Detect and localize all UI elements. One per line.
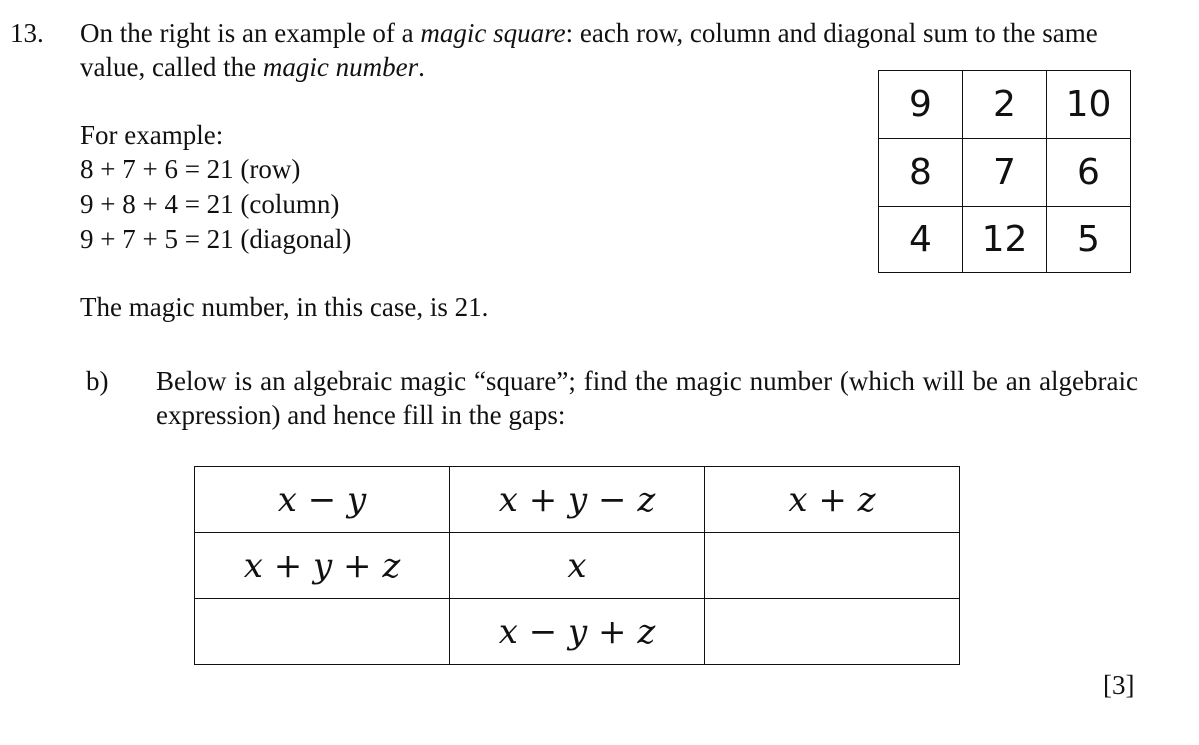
question-intro: On the right is an example of a magic square: each row, column and diagonal sum to the same value, called the magic number. [80, 18, 1098, 82]
answer-blank-cell[interactable] [705, 599, 960, 665]
example-magic-square [878, 70, 1131, 273]
example-diagonal-sum: 9 + 7 + 5 = 21 (diagonal) [80, 224, 352, 254]
term-magic-square: magic square [420, 18, 566, 48]
example-heading: For example: [80, 120, 224, 150]
algebra-cell: x + z [705, 467, 960, 533]
answer-blank-cell[interactable] [195, 599, 450, 665]
algebra-cell: x − y [195, 467, 450, 533]
part-b-label: b) [86, 366, 109, 396]
term-magic-number: magic number [262, 52, 419, 82]
square-cell: 2 [963, 71, 1047, 139]
part-b-instructions: Below is an algebraic magic “square”; find the magic number (which will be an algebraic expression) and hence fill in the gaps: [156, 366, 1138, 430]
algebra-cell: x + y − z [450, 467, 705, 533]
square-cell: 7 [963, 139, 1047, 207]
algebra-cell: x + y + z [195, 533, 450, 599]
marks-allocation: [3] [1103, 670, 1135, 700]
square-cell: 4 [879, 207, 963, 273]
example-row-sum: 8 + 7 + 6 = 21 (row) [80, 154, 301, 184]
square-cell: 10 [1047, 71, 1131, 139]
algebraic-magic-square [194, 466, 960, 665]
example-column-sum: 9 + 8 + 4 = 21 (column) [80, 189, 340, 219]
magic-number-conclusion: The magic number, in this case, is 21. [80, 292, 489, 322]
answer-blank-cell[interactable] [705, 533, 960, 599]
square-cell: 5 [1047, 207, 1131, 273]
square-cell: 8 [879, 139, 963, 207]
question-number: 13. [10, 18, 44, 48]
square-cell: 6 [1047, 139, 1131, 207]
algebra-cell: x [450, 533, 705, 599]
square-cell: 12 [963, 207, 1047, 273]
square-cell: 9 [879, 71, 963, 139]
algebra-cell: x − y + z [450, 599, 705, 665]
